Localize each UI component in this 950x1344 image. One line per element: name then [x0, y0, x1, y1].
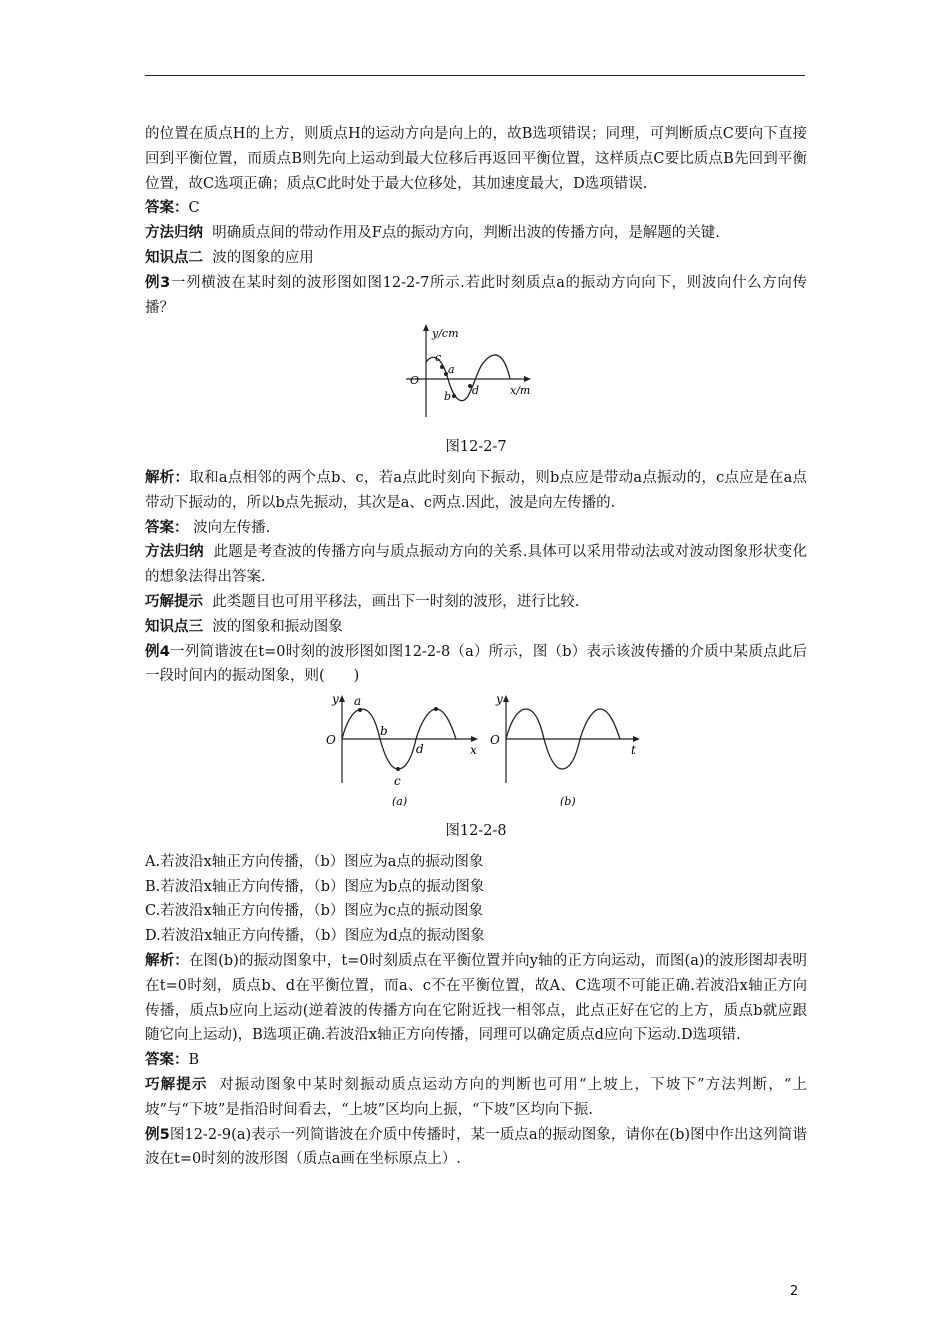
- point-d-label: d: [472, 384, 480, 398]
- point-b-label: b: [444, 390, 452, 404]
- a-point-d-label: d: [416, 742, 424, 757]
- page-number: 2: [790, 1284, 799, 1299]
- b-origin-label: O: [490, 733, 500, 748]
- example-5: [145, 1123, 807, 1173]
- wave-and-vibration-graphs: [306, 691, 646, 806]
- answer-1: [145, 196, 807, 221]
- a-point-a: [358, 708, 362, 712]
- a-point-a-label: a: [354, 694, 362, 709]
- tip-text: 对振动图象中某时刻振动质点运动方向的判断也可用“上坡上，下坡下”方法判断，“上坡”与“下坡”是指沿时间看去，“上坡”区均向上振，“下坡”区均向下振.: [145, 1076, 807, 1118]
- figure-caption-7: 图12-2-7: [445, 439, 507, 456]
- example-label: 例3: [145, 274, 171, 291]
- method-1: [145, 221, 807, 246]
- answer-label: 答案：: [145, 1052, 189, 1069]
- a-origin-label: O: [326, 733, 336, 748]
- example-label: 例5: [145, 1126, 170, 1143]
- b-y-axis-label: y: [496, 692, 503, 707]
- method-text: 此题是考查波的传播方向与质点振动方向的关系.具体可以采用带动法或对波动图象形状变化的想象法得出答案.: [145, 544, 808, 586]
- a-sub-caption: (a): [392, 795, 408, 807]
- a-point-c-label: c: [394, 774, 401, 789]
- point-b: [452, 394, 456, 398]
- figure-caption-8: 图12-2-8: [445, 822, 507, 839]
- answer-label: 答案：: [145, 519, 189, 536]
- example-4: [145, 640, 807, 690]
- b-sub-caption: (b): [560, 795, 576, 807]
- example-3: [145, 271, 807, 321]
- option-c: C.若波沿x轴正方向传播，（b）图应为c点的振动图象: [145, 903, 484, 920]
- paragraph-continuation: 的位置在质点H的上方，则质点H的运动方向是向上的，故B选项错误；同理，可判断质点C要向下直接回到平衡位置，而质点B则先向上运动到最大位移后再返回平衡位置，这样质点C要比质点B先回到平衡位置，故C选项正确；质点C此时处于最大位移处，其加速度最大，D选项错误.: [145, 126, 807, 192]
- analysis-3: [145, 466, 807, 516]
- point-c: [440, 365, 444, 369]
- knowledge-label: 知识点二: [145, 249, 203, 266]
- tip-text: 此类题目也可用平移法，画出下一时刻的波形，进行比较.: [212, 593, 580, 610]
- method-label: 方法归纳: [145, 544, 204, 561]
- answer-text: 波向左传播.: [193, 519, 271, 536]
- answer-label: 答案：: [145, 200, 189, 217]
- b-t-axis-arrow: [633, 736, 640, 742]
- knowledge-title: 波的图象的应用: [212, 249, 314, 266]
- b-t-axis-label: t: [631, 743, 636, 758]
- option-d: D.若波沿x轴正方向传播，（b）图应为d点的振动图象: [145, 928, 485, 945]
- page-content: [145, 122, 807, 1172]
- analysis-4: [145, 949, 807, 1048]
- a-x-axis-arrow: [471, 736, 478, 742]
- a-peak-point: [434, 707, 438, 711]
- answer-3: [145, 516, 807, 541]
- figure-12-2-8: [145, 691, 807, 815]
- a-point-b-label: b: [380, 724, 388, 739]
- figure-12-2-7: [145, 322, 807, 431]
- analysis-text: 取和a点相邻的两个点b、c，若a点此时刻向下振动，则b点应是带动a点振动的，c点应是在a点带动下振动的，所以b点先振动，其次是a、c两点.因此，波是向左传播的.: [145, 469, 807, 511]
- example-label: 例4: [145, 643, 170, 660]
- knowledge-point-3: [145, 615, 807, 640]
- option-b: B.若波沿x轴正方向传播，（b）图应为b点的振动图象: [145, 878, 485, 895]
- analysis-text: 在图(b)的振动图象中，t=0时刻质点在平衡位置并向y轴的正方向运动，而图(a)的波形图却表明在t=0时刻，质点b、d在平衡位置，而a、c不在平衡位置，故A、C选项不可能正确.若波沿x轴正方向传播，质点b应向上运动(逆着波的传播方向在它附近找一相邻点，此点正好在它的上方，质点b就应跟随它向上运动)，B选项正确.若波沿x轴正方向传播，同理可以确定质点d应向下运动.D选项错.: [145, 952, 807, 1044]
- method-text: 明确质点间的带动作用及F点的振动方向，判断出波的传播方向，是解题的关键.: [212, 225, 720, 242]
- example-text: 图12-2-9(a)表示一列简谐波在介质中传播时，某一质点a的振动图象，请你在(b)图中作出这列简谐波在t=0时刻的波形图（质点a画在坐标原点上）.: [145, 1126, 807, 1168]
- tip-label: 巧解提示: [145, 1076, 208, 1093]
- y-axis-arrow: [423, 324, 429, 331]
- y-axis-label: y/cm: [432, 327, 459, 341]
- x-axis-arrow: [524, 376, 531, 382]
- a-x-axis-label: x: [470, 743, 477, 758]
- answer-4: [145, 1048, 807, 1073]
- point-a-label: a: [448, 363, 455, 377]
- point-c-label: c: [435, 351, 442, 365]
- x-axis-label: x/m: [510, 384, 531, 398]
- example-text: 一列横波在某时刻的波形图如图12-2-7所示.若此时刻质点a的振动方向向下，则波向什么方向传播？: [145, 274, 808, 316]
- knowledge-label: 知识点三: [145, 618, 203, 635]
- method-label: 方法归纳: [145, 225, 203, 242]
- example-text: 一列简谐波在t=0时刻的波形图如图12-2-8（a）所示，图（b）表示该波传播的介质中某质点此后一段时间内的振动图象，则( ): [145, 643, 807, 685]
- tip-4: [145, 1073, 807, 1123]
- tip-label: 巧解提示: [145, 593, 203, 610]
- answer-text: C: [188, 200, 200, 217]
- knowledge-title: 波的图象和振动图象: [212, 618, 343, 635]
- origin-label: O: [410, 374, 420, 388]
- tip-3: [145, 590, 807, 615]
- knowledge-point-2: [145, 246, 807, 271]
- header-rule: [145, 75, 805, 76]
- b-y-axis-arrow: [503, 695, 509, 702]
- wave-graph-1: [386, 322, 566, 422]
- a-y-axis-arrow: [339, 695, 345, 702]
- answer-text: B: [188, 1052, 200, 1069]
- option-a: A.若波沿x轴正方向传播，（b）图应为a点的振动图象: [145, 853, 484, 870]
- a-y-axis-label: y: [332, 692, 339, 707]
- a-point-c: [396, 767, 400, 771]
- analysis-label: 解析：: [145, 952, 189, 969]
- analysis-label: 解析：: [145, 469, 190, 486]
- method-3: [145, 540, 807, 590]
